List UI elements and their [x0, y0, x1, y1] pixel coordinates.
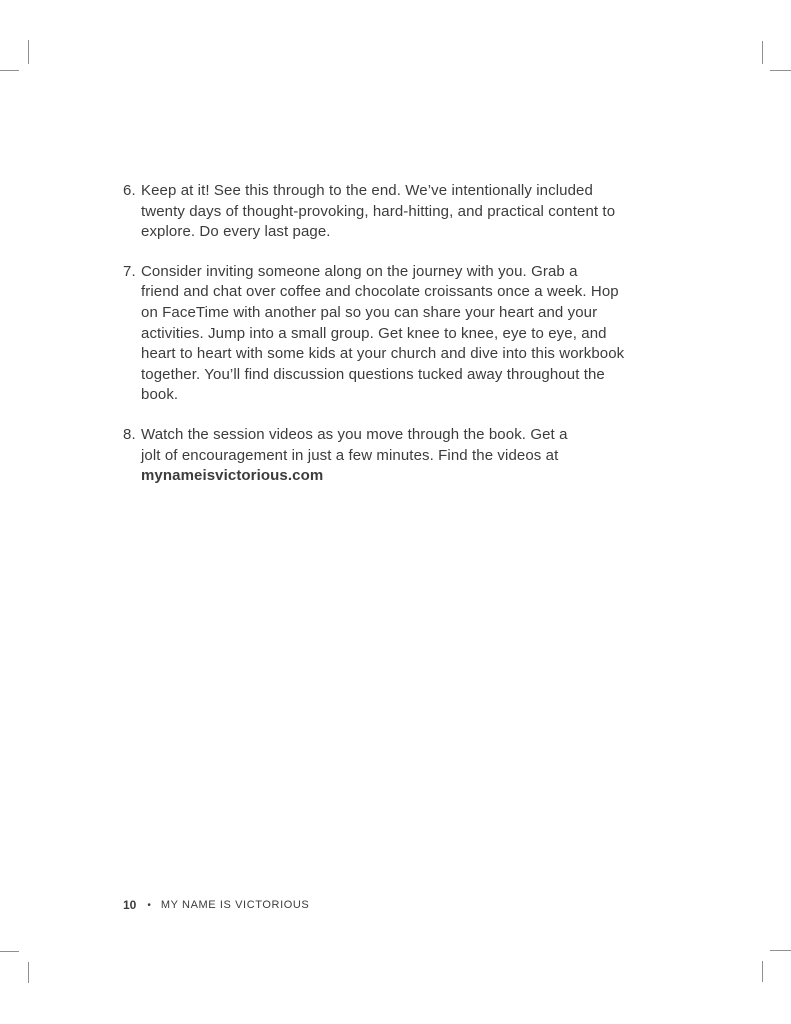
- text-line: Keep at it! See this through to the end. We’ve intentionally included: [141, 182, 593, 199]
- footer-book-title: MY NAME IS VICTORIOUS: [160, 899, 310, 911]
- text-line: twenty days of thought-provoking, hard-hitting, and practical content to: [141, 202, 616, 220]
- website-url-text: mynameisvictorious.com: [141, 467, 324, 485]
- page-footer: [123, 898, 309, 912]
- list-item-number: 7.: [123, 262, 136, 280]
- text-line: explore. Do every last page.: [141, 223, 331, 241]
- crop-mark-bottom-left-horizontal: [0, 951, 19, 952]
- list-item-text: [141, 262, 624, 406]
- list-item-number: 8.: [123, 425, 136, 443]
- crop-mark-bottom-right-horizontal: [770, 950, 791, 951]
- text-line: Watch the session videos as you move through the book. Get a: [141, 425, 568, 443]
- text-line: activities. Jump into a small group. Get knee to knee, eye to eye, and: [141, 324, 607, 342]
- footer-page-number: 10: [123, 898, 137, 912]
- text-line: heart to heart with some kids at your church and dive into this workbook: [141, 345, 625, 363]
- crop-mark-bottom-right-vertical: [762, 961, 763, 982]
- text-line: jolt of encouragement in just a few minutes. Find the videos at: [141, 446, 559, 464]
- footer-separator-bullet: •: [147, 899, 151, 911]
- text-line: friend and chat over coffee and chocolate croissants once a week. Hop: [141, 283, 619, 301]
- list-item-7: [123, 262, 624, 406]
- list-item-text: [141, 181, 615, 243]
- list-item-text: [141, 425, 568, 487]
- list-item-8: [123, 425, 624, 487]
- instruction-list: [123, 181, 624, 487]
- text-line: Consider inviting someone along on the journey with you. Grab a: [141, 262, 578, 280]
- list-item-6: [123, 181, 624, 243]
- crop-mark-top-left-horizontal: [0, 70, 19, 71]
- text-line: book.: [141, 386, 179, 404]
- list-item-number: 6.: [123, 182, 136, 199]
- crop-mark-top-right-horizontal: [770, 70, 791, 71]
- text-line: together. You’ll find discussion questions tucked away throughout the: [141, 365, 605, 383]
- text-line: on FaceTime with another pal so you can share your heart and your: [141, 303, 598, 321]
- crop-mark-bottom-left-vertical: [28, 962, 29, 983]
- crop-mark-top-right-vertical: [762, 41, 763, 64]
- crop-mark-top-left-vertical: [28, 40, 29, 64]
